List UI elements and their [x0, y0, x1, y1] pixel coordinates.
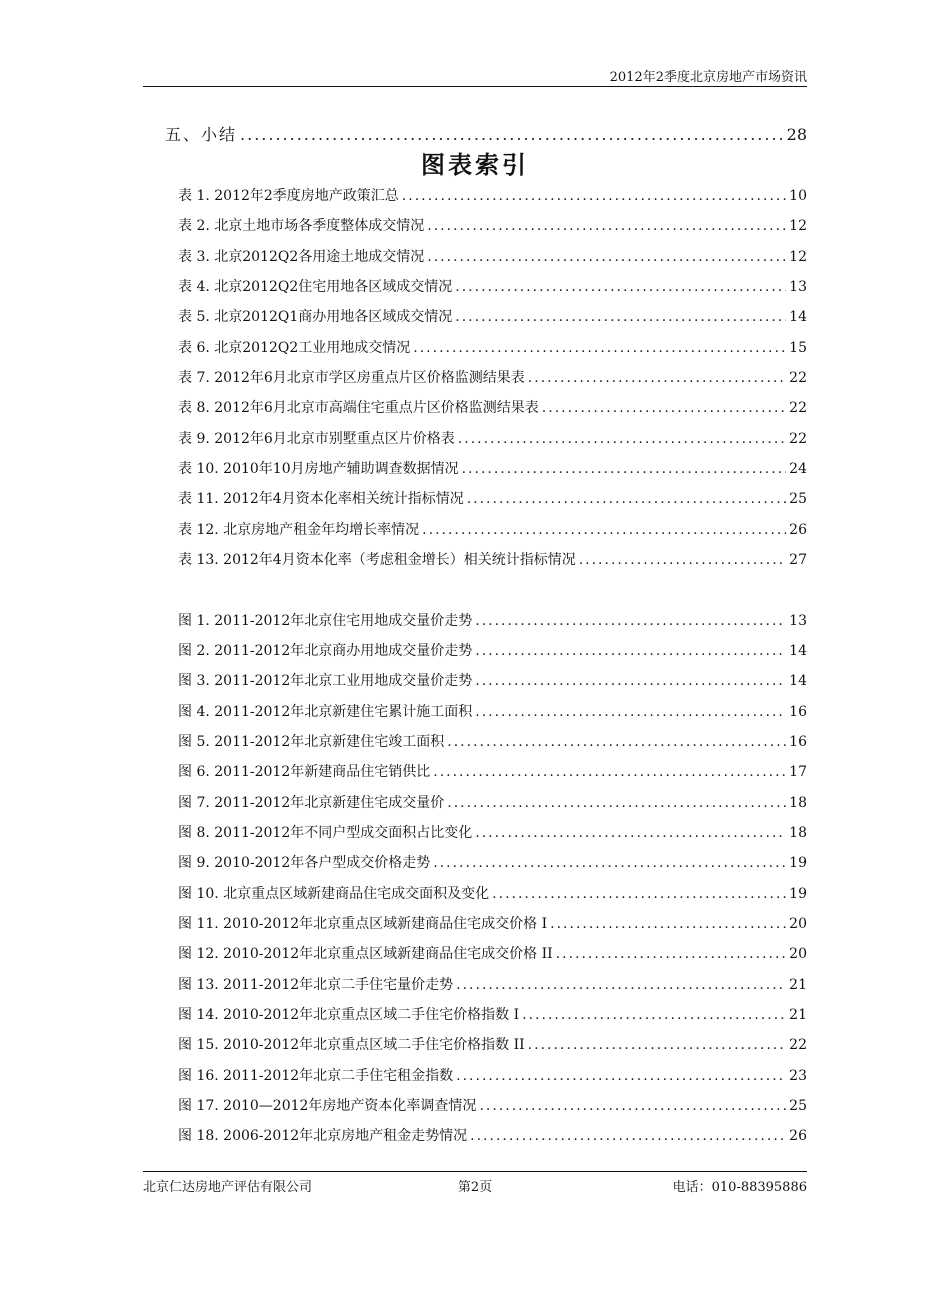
dot-leader [556, 946, 787, 962]
table-entry[interactable] [178, 519, 807, 539]
dot-leader [479, 1098, 786, 1114]
dot-leader [470, 1128, 786, 1144]
dot-leader [433, 764, 786, 780]
figure-entry[interactable] [178, 1065, 807, 1085]
dot-leader [456, 1068, 786, 1084]
table-entry-page: 25 [789, 491, 807, 507]
table-entry[interactable] [178, 185, 807, 205]
dot-leader [467, 491, 786, 507]
table-entry[interactable] [178, 246, 807, 266]
table-entry[interactable] [178, 458, 807, 478]
figure-entry-page: 23 [789, 1068, 807, 1084]
figure-entry-label: 图 18. 2006-2012年北京房地产租金走势情况 [178, 1128, 468, 1144]
table-entry[interactable] [178, 215, 807, 235]
figure-entry-label: 图 12. 2010-2012年北京重点区域新建商品住宅成交价格 II [178, 946, 553, 962]
figure-entry-page: 25 [789, 1098, 807, 1114]
dot-leader [433, 855, 786, 871]
figure-entry-label: 图 11. 2010-2012年北京重点区域新建商品住宅成交价格 I [178, 916, 548, 932]
table-entry-page: 12 [789, 218, 807, 234]
figure-entry-label: 图 5. 2011-2012年北京新建住宅竣工面积 [178, 734, 445, 750]
table-entry-page: 13 [789, 279, 807, 295]
figure-entry[interactable] [178, 640, 807, 660]
page-header: 2012年2季度北京房地产市场资讯 [609, 70, 807, 85]
figure-entry[interactable] [178, 761, 807, 781]
dot-leader [427, 249, 786, 265]
table-entry-label: 表 9. 2012年6月北京市别墅重点区片价格表 [178, 431, 455, 447]
figure-entry-label: 图 6. 2011-2012年新建商品住宅销供比 [178, 764, 431, 780]
figure-entry-label: 图 9. 2010-2012年各户型成交价格走势 [178, 855, 431, 871]
figure-entry-page: 14 [789, 673, 807, 689]
figure-entry-page: 13 [789, 613, 807, 629]
toc-entry-page: 28 [786, 125, 807, 144]
dot-leader [528, 370, 786, 386]
footer-page-number: 第2页 [457, 1180, 493, 1195]
dot-leader [447, 734, 786, 750]
index-title: 图表索引 [421, 151, 529, 179]
dot-leader [475, 673, 786, 689]
figure-entry-label: 图 8. 2011-2012年不同户型成交面积占比变化 [178, 825, 473, 841]
figure-entry[interactable] [178, 913, 807, 933]
dot-leader [240, 125, 784, 144]
figure-entry-label: 图 14. 2010-2012年北京重点区域二手住宅价格指数 I [178, 1007, 520, 1023]
table-entry-page: 15 [789, 340, 807, 356]
figure-entry[interactable] [178, 974, 807, 994]
figure-entry-page: 16 [789, 704, 807, 720]
footer-company: 北京仁达房地产评估有限公司 [143, 1180, 313, 1195]
dot-leader [427, 218, 786, 234]
dot-leader [462, 461, 787, 477]
dot-leader [413, 340, 786, 356]
figure-entry-page: 16 [789, 734, 807, 750]
figure-entry[interactable] [178, 883, 807, 903]
table-entry[interactable] [178, 428, 807, 448]
figure-entry[interactable] [178, 1004, 807, 1024]
dot-leader [475, 704, 786, 720]
dot-leader [458, 431, 786, 447]
table-entry-page: 10 [789, 188, 807, 204]
figure-entry-page: 18 [789, 825, 807, 841]
table-entry-label: 表 4. 北京2012Q2住宅用地各区域成交情况 [178, 279, 453, 295]
figure-entry[interactable] [178, 1125, 807, 1145]
figure-entry-label: 图 2. 2011-2012年北京商办用地成交量价走势 [178, 643, 473, 659]
dot-leader [475, 825, 786, 841]
figure-entry-label: 图 13. 2011-2012年北京二手住宅量价走势 [178, 977, 454, 993]
table-entry-label: 表 1. 2012年2季度房地产政策汇总 [178, 188, 399, 204]
table-entry[interactable] [178, 397, 807, 417]
figure-entry-page: 26 [789, 1128, 807, 1144]
table-entry-page: 12 [789, 249, 807, 265]
figure-entry-label: 图 10. 北京重点区域新建商品住宅成交面积及变化 [178, 886, 490, 902]
dot-leader [422, 522, 786, 538]
table-entry-label: 表 10. 2010年10月房地产辅助调查数据情况 [178, 461, 459, 477]
figure-entry-page: 19 [789, 886, 807, 902]
figure-entry-label: 图 15. 2010-2012年北京重点区域二手住宅价格指数 II [178, 1037, 525, 1053]
dot-leader [447, 795, 786, 811]
table-entry-label: 表 5. 北京2012Q1商办用地各区域成交情况 [178, 309, 453, 325]
dot-leader [550, 916, 786, 932]
dot-leader [579, 552, 786, 568]
figure-entry-page: 18 [789, 795, 807, 811]
figure-entry[interactable] [178, 792, 807, 812]
figure-entry-page: 20 [789, 916, 807, 932]
table-entry[interactable] [178, 488, 807, 508]
dot-leader [475, 643, 786, 659]
table-entry-label: 表 7. 2012年6月北京市学区房重点片区价格监测结果表 [178, 370, 525, 386]
figure-entry-label: 图 7. 2011-2012年北京新建住宅成交量价 [178, 795, 445, 811]
dot-leader [522, 1007, 786, 1023]
dot-leader [528, 1037, 787, 1053]
table-entry-page: 26 [789, 522, 807, 538]
dot-leader [456, 977, 786, 993]
table-entry-label: 表 6. 北京2012Q2工业用地成交情况 [178, 340, 411, 356]
figure-entry[interactable] [178, 822, 807, 842]
table-entry[interactable] [178, 367, 807, 387]
dot-leader [402, 188, 786, 204]
figure-entry-page: 19 [789, 855, 807, 871]
toc-entry-label: 五、小结 [165, 125, 238, 144]
figure-entry-label: 图 4. 2011-2012年北京新建住宅累计施工面积 [178, 704, 473, 720]
dot-leader [455, 279, 786, 295]
footer-divider [143, 1171, 807, 1172]
table-entry-label: 表 12. 北京房地产租金年均增长率情况 [178, 522, 420, 538]
figure-entry[interactable] [178, 1034, 807, 1054]
dot-leader [475, 613, 786, 629]
table-entry[interactable] [178, 337, 807, 357]
figure-entry[interactable] [178, 1095, 807, 1115]
dot-leader [492, 886, 786, 902]
figure-entry[interactable] [178, 852, 807, 872]
dot-leader [455, 309, 786, 325]
figure-entry[interactable] [178, 670, 807, 690]
table-entry-page: 22 [789, 431, 807, 447]
toc-entry-summary[interactable] [165, 122, 807, 145]
table-entry-label: 表 3. 北京2012Q2各用途土地成交情况 [178, 249, 425, 265]
footer-phone: 电话：010-88395886 [672, 1180, 807, 1195]
table-entry-label: 表 11. 2012年4月资本化率相关统计指标情况 [178, 491, 464, 507]
figure-entry-label: 图 16. 2011-2012年北京二手住宅租金指数 [178, 1068, 454, 1084]
figure-entry-page: 21 [789, 1007, 807, 1023]
table-entry-page: 27 [789, 552, 807, 568]
figure-entry[interactable] [178, 610, 807, 630]
figure-entry-page: 14 [789, 643, 807, 659]
figure-entry-page: 17 [789, 764, 807, 780]
figure-entry-page: 22 [789, 1037, 807, 1053]
table-entry-page: 22 [789, 370, 807, 386]
table-entry-label: 表 2. 北京土地市场各季度整体成交情况 [178, 218, 425, 234]
table-entry-page: 24 [789, 461, 807, 477]
figure-entry-label: 图 17. 2010—2012年房地产资本化率调查情况 [178, 1098, 477, 1114]
table-entry[interactable] [178, 549, 807, 569]
figure-entry[interactable] [178, 701, 807, 721]
figure-entry-page: 20 [789, 946, 807, 962]
figure-entry-label: 图 3. 2011-2012年北京工业用地成交量价走势 [178, 673, 473, 689]
dot-leader [542, 400, 786, 416]
table-entry-label: 表 8. 2012年6月北京市高端住宅重点片区价格监测结果表 [178, 400, 539, 416]
table-entry[interactable] [178, 306, 807, 326]
table-entry-page: 22 [789, 400, 807, 416]
figure-entry-label: 图 1. 2011-2012年北京住宅用地成交量价走势 [178, 613, 473, 629]
figure-entry[interactable] [178, 943, 807, 963]
figure-entry-page: 21 [789, 977, 807, 993]
table-entry[interactable] [178, 276, 807, 296]
table-entry-page: 14 [789, 309, 807, 325]
figure-entry[interactable] [178, 731, 807, 751]
header-divider [143, 86, 807, 87]
table-entry-label: 表 13. 2012年4月资本化率（考虑租金增长）相关统计指标情况 [178, 552, 576, 568]
